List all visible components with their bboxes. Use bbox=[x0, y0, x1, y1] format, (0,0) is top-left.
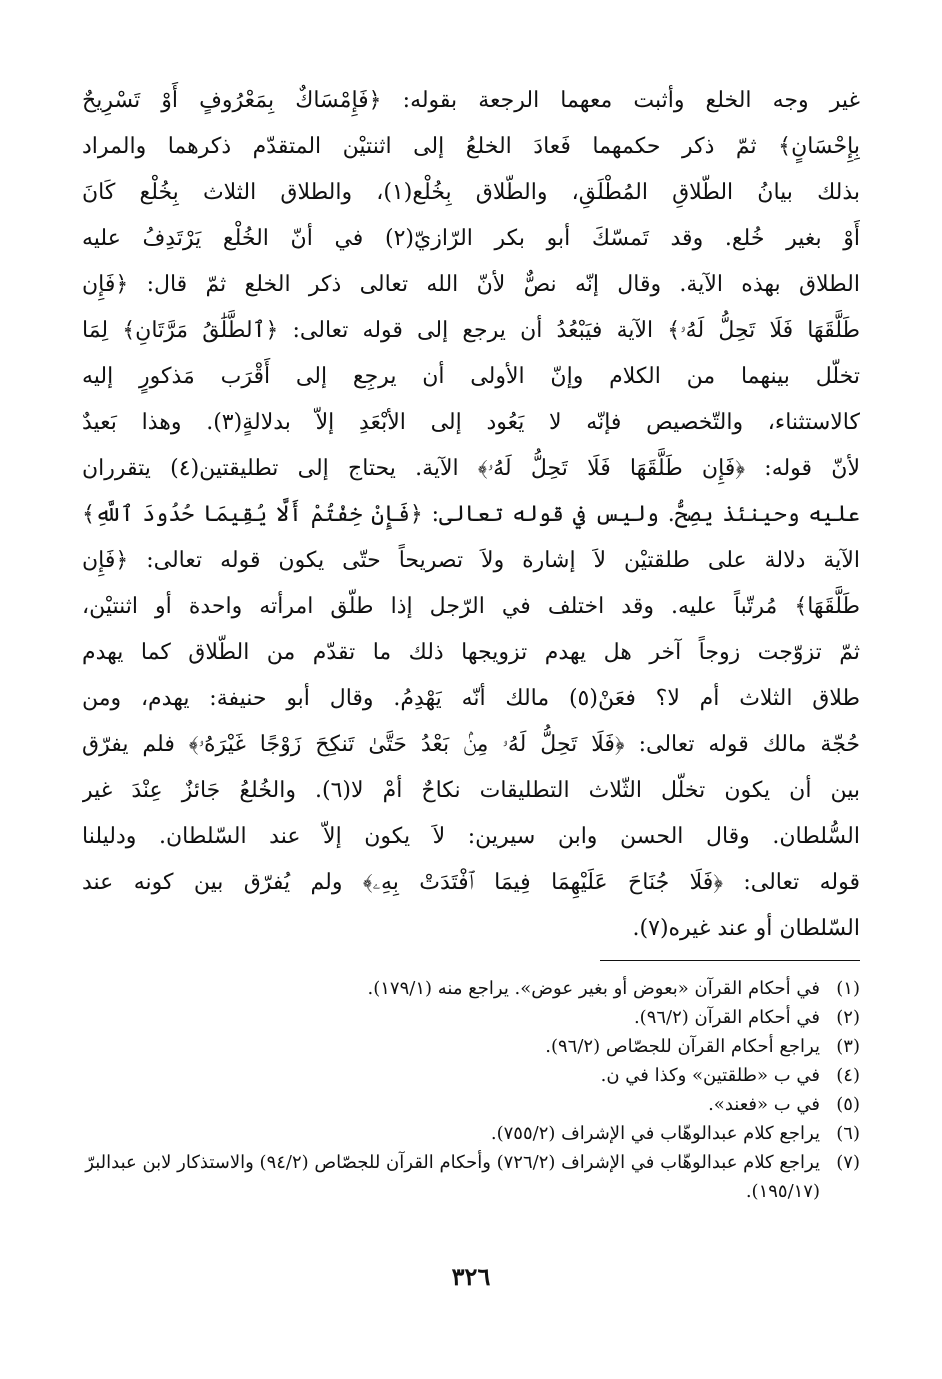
footnote bbox=[82, 1119, 860, 1148]
footnote-text: يراجع كلام عبدالوهّاب في الإشراف (٧٥٥/٢). bbox=[490, 1123, 820, 1144]
footnotes bbox=[82, 974, 860, 1206]
text-line: لأنّ قوله: ﴿فَإِن طَلَّقَهَا فَلَا تَحِلُّ لَهُۥ﴾ الآية. يحتاج إلى تطليقتين(٤) يتقرران bbox=[82, 456, 860, 481]
text-line: عليه وحينئذ يصِحُّ. وليس في قوله تعالى: ﴿فَإِنْ خِفْتُمْ أَلَّا يُقِيمَا حُدُودَ ٱللَّهِ﴾ bbox=[82, 502, 860, 527]
text-line: تخلّل بينهما من الكلام وإنّ الأولى أن يرجِع إلى أَقْرَب مَذكورٍ إليه bbox=[82, 364, 860, 389]
footnote bbox=[82, 1032, 860, 1061]
text-line: بذلك بيانُ الطّلاقِ المُطْلَقِ، والطّلاق بِخُلْع(١)، والطلاق الثلاث بِخُلْع كَانَ bbox=[82, 180, 860, 205]
footnote-number: (٥) bbox=[836, 1094, 860, 1115]
footnote-number: (٦) bbox=[836, 1123, 860, 1144]
text-line: السّلطان أو عند غيره(٧). bbox=[632, 916, 860, 941]
footnote-number: (٢) bbox=[836, 1007, 860, 1028]
footnote-text: يراجع كلام عبدالوهّاب في الإشراف (٧٢٦/٢) وأحكام القرآن للجصّاص (٩٤/٢) والاستذكار لابن عبدالبرّ (١٩٥/١٧). bbox=[85, 1152, 820, 1202]
footnote bbox=[82, 1148, 860, 1206]
text-line: قوله تعالى: ﴿فَلَا جُنَاحَ عَلَيْهِمَا فِيمَا ٱفْتَدَتْ بِهِۦ﴾ ولم يُفرّق بين كونه عند bbox=[82, 870, 860, 895]
footnote bbox=[82, 1061, 860, 1090]
text-line: غير وجه الخلع وأثبت معهما الرجعة بقوله: ﴿فَإِمْسَاكٌ بِمَعْرُوفٍ أَوْ تَسْرِيحٌ bbox=[82, 88, 860, 113]
text-line: السُّلطان. وقال الحسن وابن سيرين: لاَ يكون إلاّ عند السّلطان. ودليلنا bbox=[82, 824, 860, 849]
footnote-text: في ب «فعند». bbox=[708, 1094, 820, 1115]
footnote-number: (٧) bbox=[836, 1152, 860, 1173]
text-line: أَوْ بغير خُلع. وقد تَمسّكَ أبو بكر الرّازيّ(٢) في أنّ الخُلْع يَرْتَدِفُ عليه bbox=[82, 226, 860, 251]
text-line: كالاستثناء، والتّخصيص فإنّه لا يَعُود إلى الأبْعَدِ إلاّ بدلالةٍ(٣). وهذا بَعيدٌ bbox=[82, 410, 860, 435]
footnote-text: يراجع أحكام القرآن للجصّاص (٩٦/٢). bbox=[545, 1036, 820, 1057]
footnote-text: في ب «طلقتين» وكذا في ن. bbox=[600, 1065, 820, 1086]
text-line: الآية دلالة على طلقتيْن لاَ إشارة ولاَ تصريحاً حتّى يكون قوله تعالى: ﴿فَإِن bbox=[82, 548, 860, 573]
text-line: بِإِحْسَانٍ﴾ ثمّ ذكر حكمهما فَعادَ الخلعُ إلى اثنتيْن المتقدّم ذكرهما والمراد bbox=[82, 134, 860, 159]
footnote-number: (٣) bbox=[836, 1036, 860, 1057]
text-line: الطلاق بهذه الآية. وقال إنّه نصٌّ لأنّ الله تعالى ذكر الخلع ثمّ قال: ﴿فَإِن bbox=[82, 272, 860, 297]
text-line: طَلَّقَهَا﴾ مُرتّباً عليه. وقد اختلف في الرّجل إذا طلّق امرأته واحدة أو اثنتيْن، bbox=[82, 594, 860, 619]
text-line: طلاق الثلاث أم لا؟ فعَنْ(٥) مالك أنّه يَهْدِمُ. وقال أبو حنيفة: يهدم، ومن bbox=[82, 686, 860, 711]
text-line: حُجّة مالك قوله تعالى: ﴿فَلَا تَحِلُّ لَهُۥ مِنۢ بَعْدُ حَتَّىٰ تَنكِحَ زَوْجًا غَيْرَهُۥ﴾ فلم يفرّق bbox=[82, 732, 860, 757]
footnote-separator bbox=[600, 960, 860, 961]
footnote bbox=[82, 974, 860, 1003]
text-line: طَلَّقَهَا فَلَا تَحِلُّ لَهُۥ﴾ الآية فيَبْعُدُ أن يرجع إلى قوله تعالى: ﴿ٱلطَّلَٰقُ مَرَّتَانِ﴾ لِمَا bbox=[82, 318, 860, 343]
page-number: ٣٢٦ bbox=[451, 1262, 491, 1291]
footnote bbox=[82, 1090, 860, 1119]
text-line: ثمّ تزوّجت زوجاً آخر هل يهدم تزويجها ذلك ما تقدّم من الطّلاق كما يهدم bbox=[82, 640, 860, 665]
text-line: بين أن يكون تخلّل الثّلاث التطليقات نكاحٌ أمْ لا(٦). والخُلعُ جَائزٌ عِنْدَ غير bbox=[82, 778, 860, 803]
footnote-text: في أحكام القرآن (٩٦/٢). bbox=[633, 1007, 820, 1028]
footnote bbox=[82, 1003, 860, 1032]
footnote-number: (١) bbox=[836, 978, 860, 999]
main-text bbox=[82, 78, 860, 952]
footnote-number: (٤) bbox=[836, 1065, 860, 1086]
footnote-text: في أحكام القرآن «بعوض أو بغير عوض». يراجع منه (١٧٩/١). bbox=[367, 978, 820, 999]
